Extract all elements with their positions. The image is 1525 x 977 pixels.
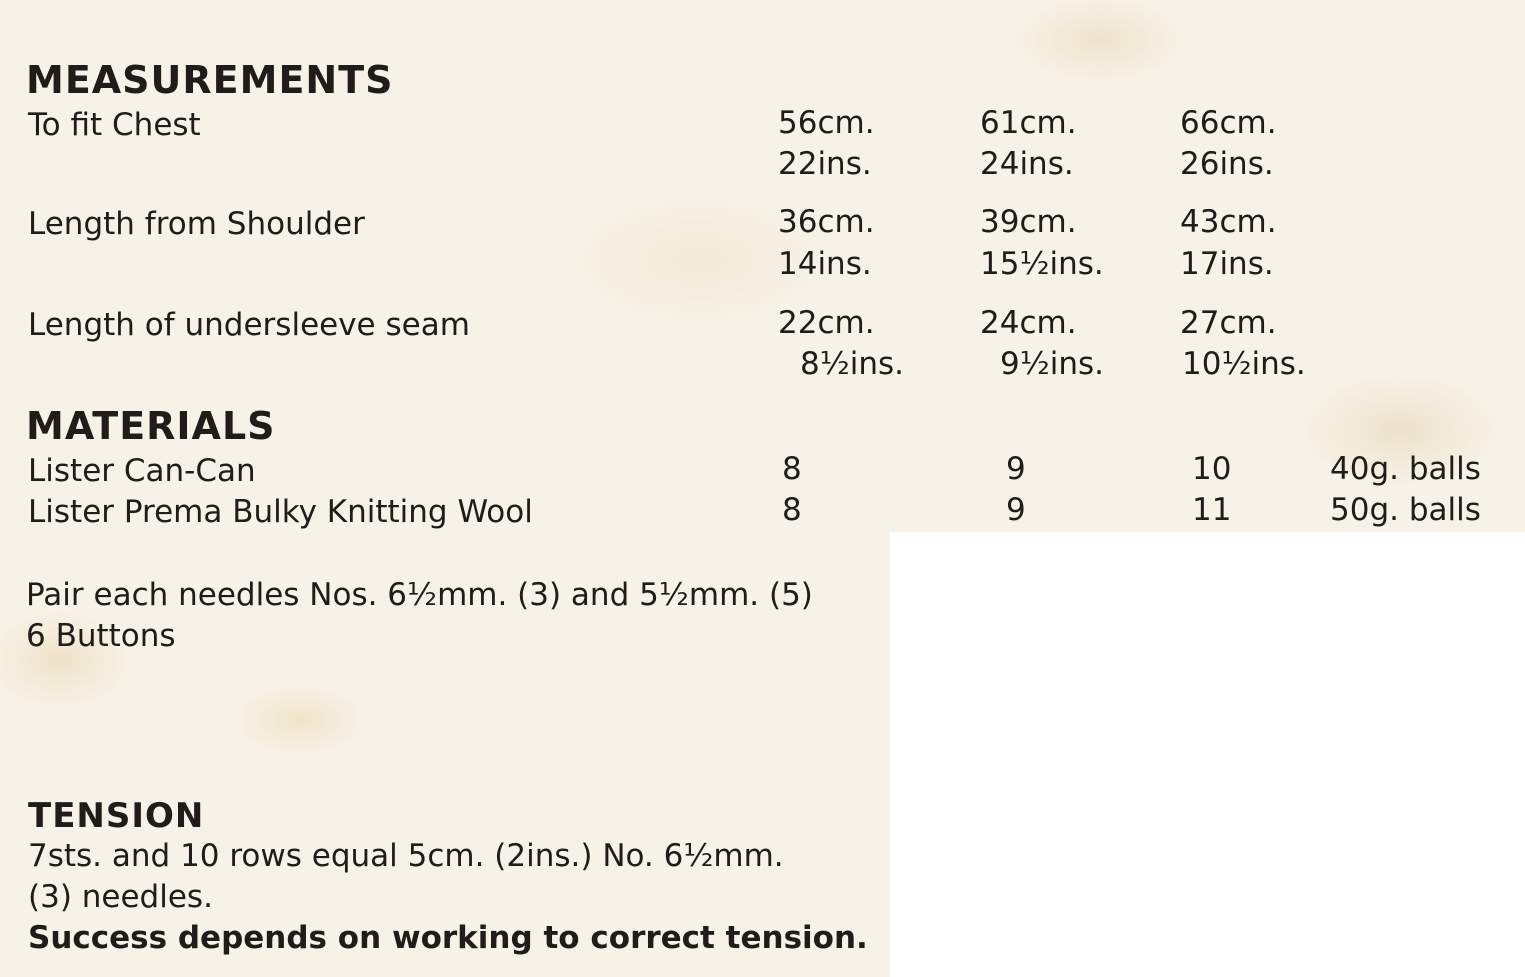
can-can-size1: 8 (782, 451, 802, 487)
tension-note: Success depends on working to correct tension. (28, 920, 868, 956)
shoulder-ins-size1: 14ins. (778, 246, 872, 282)
chest-ins-size1: 22ins. (778, 146, 872, 182)
buttons-text: 6 Buttons (26, 618, 176, 654)
sleeve-cm-size1: 22cm. (778, 305, 875, 341)
sleeve-seam-label: Length of undersleeve seam (28, 307, 470, 343)
tension-heading: TENSION (28, 796, 205, 836)
needles-text: Pair each needles Nos. 6½mm. (3) and 5½mm. (5) (26, 577, 813, 613)
chest-ins-size3: 26ins. (1180, 146, 1274, 182)
sleeve-cm-size3: 27cm. (1180, 305, 1277, 341)
can-can-size2: 9 (1006, 451, 1026, 487)
prema-unit: 50g. balls (1330, 492, 1481, 528)
prema-size1: 8 (782, 492, 802, 528)
material-row-prema-label: Lister Prema Bulky Knitting Wool (28, 494, 533, 530)
can-can-unit: 40g. balls (1330, 451, 1481, 487)
sleeve-ins-size1: 8½ins. (800, 346, 905, 382)
chest-cm-size2: 61cm. (980, 105, 1077, 141)
tension-line-1: 7sts. and 10 rows equal 5cm. (2ins.) No. 6½mm. (28, 838, 784, 874)
sleeve-ins-size3: 10½ins. (1182, 346, 1306, 382)
tension-line-2: (3) needles. (28, 879, 213, 915)
shoulder-length-label: Length from Shoulder (28, 206, 365, 242)
sleeve-cm-size2: 24cm. (980, 305, 1077, 341)
shoulder-ins-size3: 17ins. (1180, 246, 1274, 282)
shoulder-ins-size2: 15½ins. (980, 246, 1104, 282)
chest-cm-size1: 56cm. (778, 105, 875, 141)
shoulder-cm-size3: 43cm. (1180, 204, 1277, 240)
sleeve-ins-size2: 9½ins. (1000, 346, 1105, 382)
measurements-heading: MEASUREMENTS (26, 58, 394, 102)
material-row-can-can-label: Lister Can-Can (28, 453, 256, 489)
chest-cm-size3: 66cm. (1180, 105, 1277, 141)
prema-size3: 11 (1192, 492, 1232, 528)
materials-heading: MATERIALS (26, 404, 276, 448)
shoulder-cm-size1: 36cm. (778, 204, 875, 240)
chest-ins-size2: 24ins. (980, 146, 1074, 182)
chest-label: To fit Chest (28, 107, 201, 143)
prema-size2: 9 (1006, 492, 1026, 528)
shoulder-cm-size2: 39cm. (980, 204, 1077, 240)
can-can-size3: 10 (1192, 451, 1232, 487)
